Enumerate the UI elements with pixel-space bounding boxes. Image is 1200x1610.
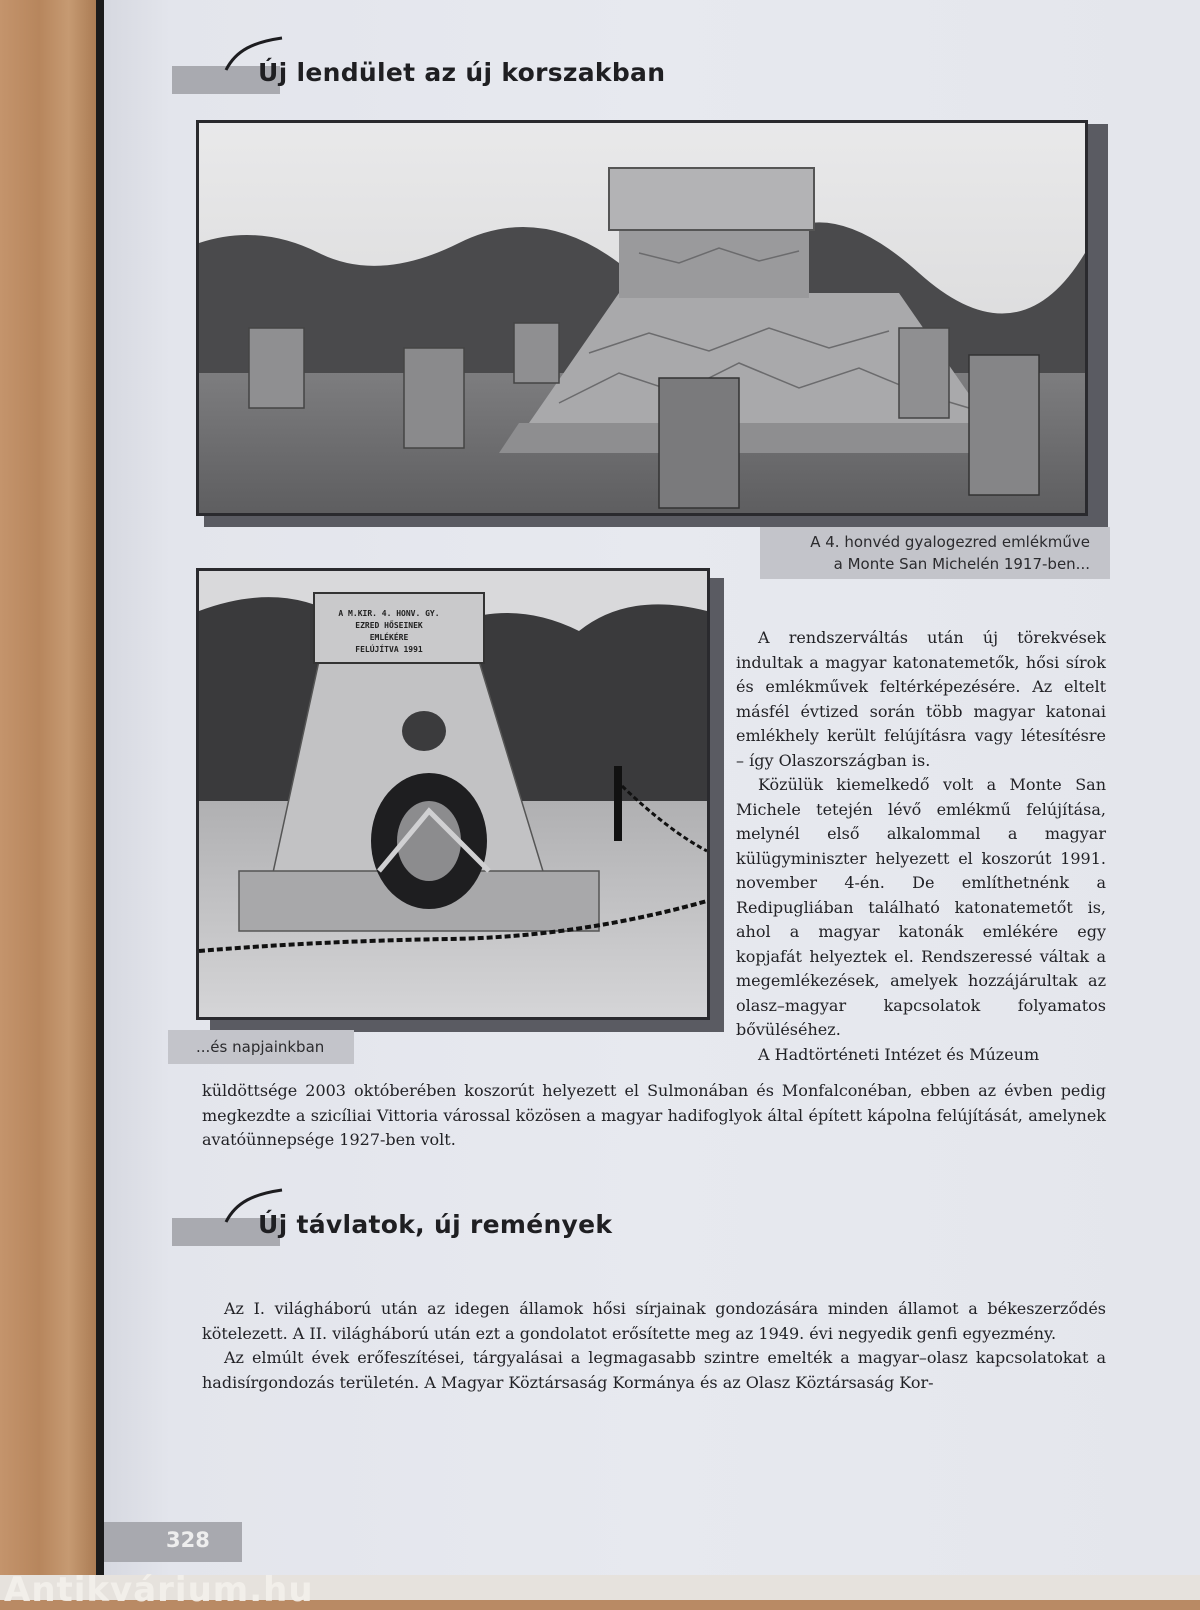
paragraph: Az elmúlt évek erőfeszítései, tárgyalásai a legmagasabb szintre emelték a magyar–olasz kapcsolatokat a hadisírgondozás területén. A Magyar Köztársaság Kormánya és az Olasz Köztársaság Kor- xyxy=(202,1348,1106,1392)
memorial-today-image xyxy=(199,571,707,1017)
paragraph: A rendszerváltás után új törekvések indultak a magyar katonatemetők, hősi sírok és emlékművek feltérképezésére. Az eltelt másfél évtized során több magyar katonai emlékhely került felújításra vagy létesítésre – így Olaszországban is. xyxy=(736,628,1106,770)
section-title: Új lendület az új korszakban xyxy=(258,58,666,87)
watermark: Antikvárium.hu xyxy=(4,1570,314,1610)
memorial-1917-image xyxy=(199,123,1085,513)
photo-memorial-today xyxy=(196,568,710,1020)
paragraph-line: A Hadtörténeti Intézet és Múzeum xyxy=(758,1044,1040,1064)
photo2-caption xyxy=(168,1030,354,1064)
photo-shadow xyxy=(1088,124,1108,524)
plaque-line: A M.KIR. 4. HONV. GY. xyxy=(338,609,440,618)
plaque-line: EMLÉKÉRE xyxy=(369,633,409,642)
section-heading-1 xyxy=(172,36,672,96)
caption-line: A 4. honvéd gyalogezred emlékműve xyxy=(810,533,1090,551)
paragraph: Közülük kiemelkedő volt a Monte San Michele tetején lévő emlékmű felújítása, melynél első alkalommal a magyar külügyminiszter helyezett el koszorút 1991. november 4-én. De említhetnénk a Redipugliában található katonatemetőt is, ahol a magyar katonák emlékére egy kopjafát helyeztek el. Rendszeressé váltak a megemlékezések, amelyek hozzájárultak az olasz–magyar kapcsolatok folyamatos bővüléséhez. xyxy=(736,775,1106,1039)
paragraph: küldöttsége 2003 októberében koszorút helyezett el Sulmonában és Monfalconéban, ebben az évben pedig megkezdte a szicíliai Vittoria várossal közösen a magyar hadifoglyok által épített kápolna felújítását, amelynek avatóünnepsége 1927-ben volt. xyxy=(202,1081,1106,1149)
wooden-table-background xyxy=(0,0,98,1600)
article-column-text xyxy=(736,626,1106,1067)
photo-shadow xyxy=(708,578,724,1032)
caption-line: a Monte San Michelén 1917-ben... xyxy=(833,555,1090,573)
article-section2-text xyxy=(202,1297,1106,1395)
article-full-width-text xyxy=(202,1079,1106,1153)
page-number: 328 xyxy=(166,1528,210,1552)
photo-memorial-1917 xyxy=(196,120,1088,516)
section-title: Új távlatok, új remények xyxy=(258,1210,613,1239)
plaque-line: EZRED HŐSEINEK xyxy=(355,621,423,630)
caption-line: ...és napjainkban xyxy=(196,1038,325,1056)
paragraph: Az I. világháború után az idegen államok hősi sírjainak gondozására minden államot a békeszerződés kötelezett. A II. világháború után ezt a gondolatot erősítette meg az 1949. évi negyedik genfi egyezmény. xyxy=(202,1299,1106,1343)
plaque-line: FELÚJÍTVA 1991 xyxy=(355,645,423,654)
photo1-caption xyxy=(760,527,1110,579)
page-number-tab xyxy=(104,1522,242,1562)
section-heading-2 xyxy=(172,1188,672,1248)
